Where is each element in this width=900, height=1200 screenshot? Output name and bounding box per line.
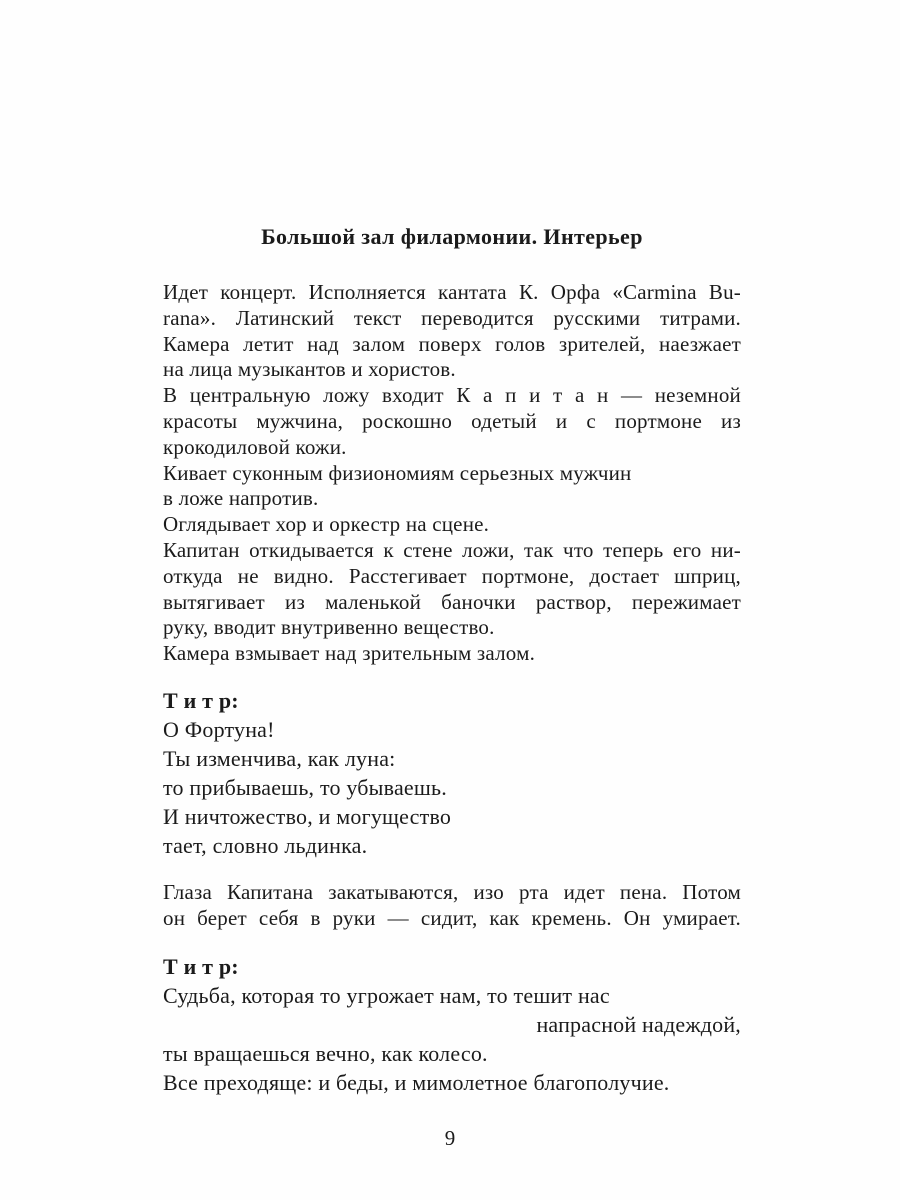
script-line: Кивает суконным физиономиям серьезных мужчин bbox=[163, 460, 632, 485]
script-line: он берет себя в руки — сидит, как кремень. Он умирает. bbox=[163, 905, 741, 930]
script-line: rana». Латинский текст переводится русскими титрами. bbox=[163, 305, 741, 330]
title-card-line: Ты изменчива, как луна: bbox=[163, 745, 396, 771]
action-block-1 bbox=[163, 280, 741, 667]
title-card-1 bbox=[163, 686, 741, 860]
title-card-line: напрасной надеждой, bbox=[536, 1011, 741, 1037]
title-card-line: О Фортуна! bbox=[163, 716, 275, 742]
title-card-line: И ничтожество, и могущество bbox=[163, 803, 452, 829]
script-line: в ложе напротив. bbox=[163, 486, 319, 511]
script-line: Оглядывает хор и оркестр на сцене. bbox=[163, 512, 490, 537]
title-card-line: ты вращаешься вечно, как колесо. bbox=[163, 1040, 488, 1066]
script-line: красоты мужчина, роскошно одетый и с портмоне из bbox=[163, 408, 741, 433]
title-card-label: Т и т р: bbox=[163, 953, 239, 979]
script-line: крокодиловой кожи. bbox=[163, 434, 347, 459]
scene-heading: Большой зал филармонии. Интерьер bbox=[261, 224, 643, 249]
script-line: на лица музыкантов и хористов. bbox=[163, 357, 456, 382]
script-line: Камера взмывает над зрительным залом. bbox=[163, 641, 536, 666]
script-line: В центральную ложу входит К а п и т а н — неземной bbox=[163, 383, 741, 408]
title-card-label: Т и т р: bbox=[163, 687, 239, 713]
script-line: вытягивает из маленькой баночки раствор, пережимает bbox=[163, 589, 741, 614]
title-card-line: Судьба, которая то угрожает нам, то тешит нас bbox=[163, 982, 610, 1008]
script-line: Глаза Капитана закатываются, изо рта идет пена. Потом bbox=[163, 879, 741, 904]
script-line: Идет концерт. Исполняется кантата К. Орфа «Carmina Bu- bbox=[163, 280, 741, 304]
title-card-line: тает, словно льдинка. bbox=[163, 832, 368, 858]
action-block-2 bbox=[163, 880, 741, 932]
script-line: руку, вводит внутривенно вещество. bbox=[163, 615, 495, 640]
page-number: 9 bbox=[444, 1126, 456, 1150]
script-line: Капитан откидывается к стене ложи, так что теперь его ни- bbox=[163, 537, 741, 562]
page-content bbox=[163, 224, 741, 1097]
title-card-line: Все преходяще: и беды, и мимолетное благополучие. bbox=[163, 1069, 670, 1095]
script-line: откуда не видно. Расстегивает портмоне, достает шприц, bbox=[163, 563, 741, 588]
title-card-2 bbox=[163, 952, 741, 1097]
script-line: Камера летит над залом поверх голов зрителей, наезжает bbox=[163, 331, 741, 356]
title-card-line: то прибываешь, то убываешь. bbox=[163, 774, 447, 800]
